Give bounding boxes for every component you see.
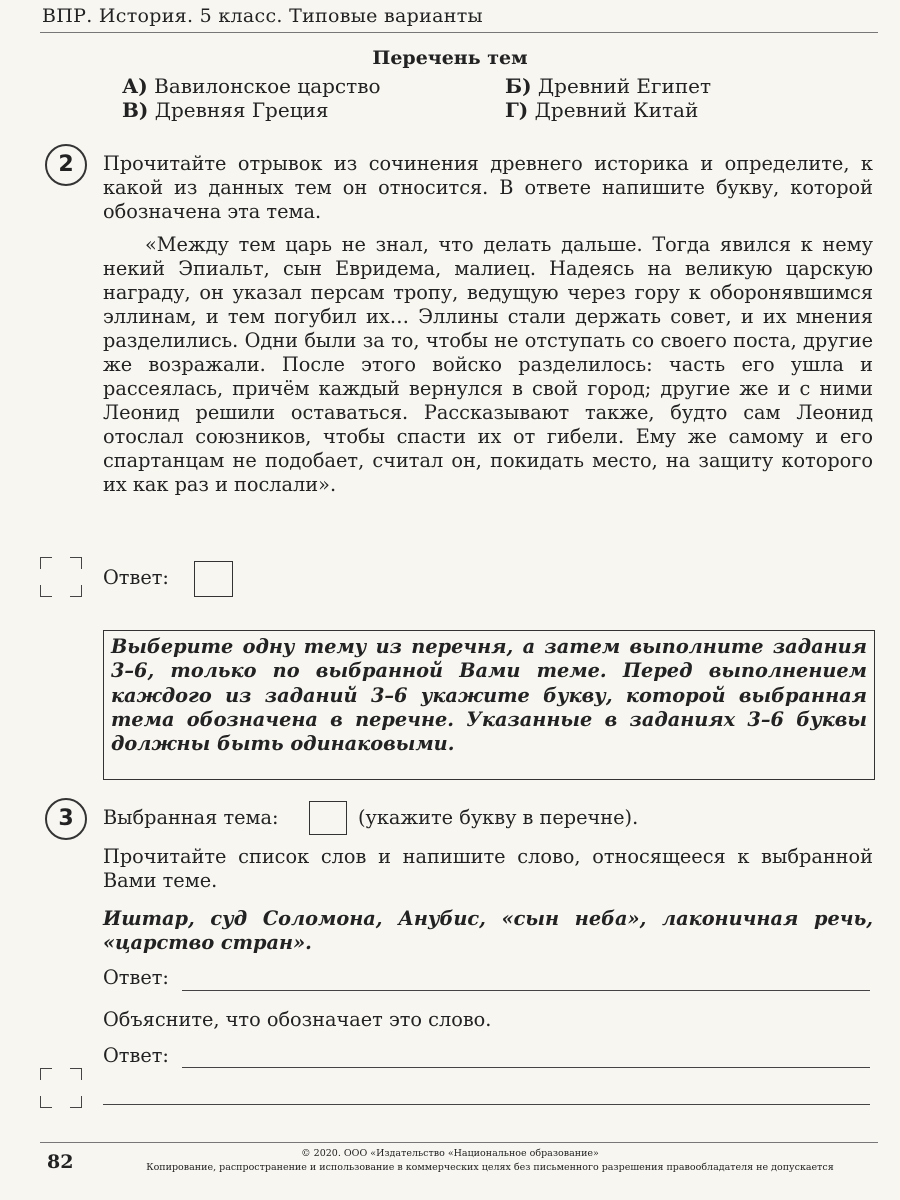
chosen-topic-box[interactable]: [309, 801, 347, 835]
task-3-prompt: Прочитайте список слов и напишите слово, относящееся к выбранной Вами теме.: [103, 845, 873, 892]
footer-divider: [40, 1142, 878, 1143]
topics-title: Перечень тем: [372, 47, 528, 69]
corner-mark: [40, 1096, 52, 1108]
corner-mark: [70, 557, 82, 569]
task-3-number: 3: [45, 798, 87, 840]
task-2-number: 2: [45, 144, 87, 186]
corner-mark: [40, 585, 52, 597]
page-number: 82: [47, 1151, 74, 1173]
task-3-answer-line-1[interactable]: [182, 990, 870, 991]
chosen-topic-hint: (укажите букву в перечне).: [358, 806, 639, 829]
task-3-answer-line-3[interactable]: [103, 1104, 870, 1105]
topic-label: Древняя Греция: [154, 98, 329, 122]
topic-letter: Б): [505, 74, 532, 98]
task-2-prompt: Прочитайте отрывок из сочинения древнего историка и определите, к какой из данных тем он относится. В ответе напишите букву, которой обозначена эта тема.: [103, 152, 873, 223]
chosen-topic-label: Выбранная тема:: [103, 806, 279, 829]
corner-mark: [70, 1096, 82, 1108]
copyright-notice: Копирование, распространение и использование в коммерческих целях без письменного разрешения правообладателя не допускается: [146, 1162, 834, 1173]
header-divider: [40, 32, 878, 33]
task-2-excerpt: «Между тем царь не знал, что делать дальше. Тогда явился к нему некий Эпиальт, сын Евридема, малиец. Надеясь на великую царскую награду, он указал персам тропу, ведущую через гору к оборонявшимся эллинам, и тем погубил их… Эллины стали держать совет, и их мнения разделились. Одни были за то, чтобы не отступать со своего поста, другие же возражали. После этого войско разделилось: часть его ушла и рассеялась, причём каждый вернулся в свой город; другие же и с ними Леонид решили оставаться. Рассказывают также, будто сам Леонид отослал союзников, чтобы спасти их от гибели. Ему же самому и его спартанцам не подобает, считал он, покидать место, на защиту которого их как раз и послали».: [103, 233, 873, 496]
topic-b: [505, 74, 711, 98]
topic-label: Древний Китай: [534, 98, 699, 122]
topic-v: [122, 98, 329, 122]
task-2-answer-box[interactable]: [194, 561, 233, 597]
corner-mark: [70, 585, 82, 597]
task-2-answer-label: Ответ:: [103, 566, 169, 589]
corner-mark: [70, 1068, 82, 1080]
copyright: © 2020. ООО «Издательство «Национальное образование»: [301, 1148, 599, 1159]
topic-a: [122, 74, 381, 98]
topic-g: [505, 98, 698, 122]
corner-mark: [40, 1068, 52, 1080]
corner-mark: [40, 557, 52, 569]
topic-letter: А): [122, 74, 148, 98]
topic-label: Вавилонское царство: [154, 74, 381, 98]
topic-label: Древний Египет: [537, 74, 712, 98]
running-header: ВПР. История. 5 класс. Типовые варианты: [42, 5, 483, 27]
task-3-answer-line-2[interactable]: [182, 1067, 870, 1068]
task-3-explain-prompt: Объясните, что обозначает это слово.: [103, 1008, 492, 1031]
task-3-word-list: Иштар, суд Соломона, Анубис, «сын неба», лаконичная речь, «царство стран».: [103, 907, 873, 954]
instruction-box: Выберите одну тему из перечня, а затем выполните задания 3–6, только по выбранной Вами теме. Перед выполнением каждого из заданий 3–6 укажите букву, которой выбранная тема обозначена в перечне. Указанные в заданиях 3–6 буквы должны быть одинаковыми.: [103, 630, 875, 780]
topic-letter: В): [122, 98, 149, 122]
task-3-answer-label-1: Ответ:: [103, 966, 169, 989]
topic-letter: Г): [505, 98, 529, 122]
task-3-answer-label-2: Ответ:: [103, 1044, 169, 1067]
